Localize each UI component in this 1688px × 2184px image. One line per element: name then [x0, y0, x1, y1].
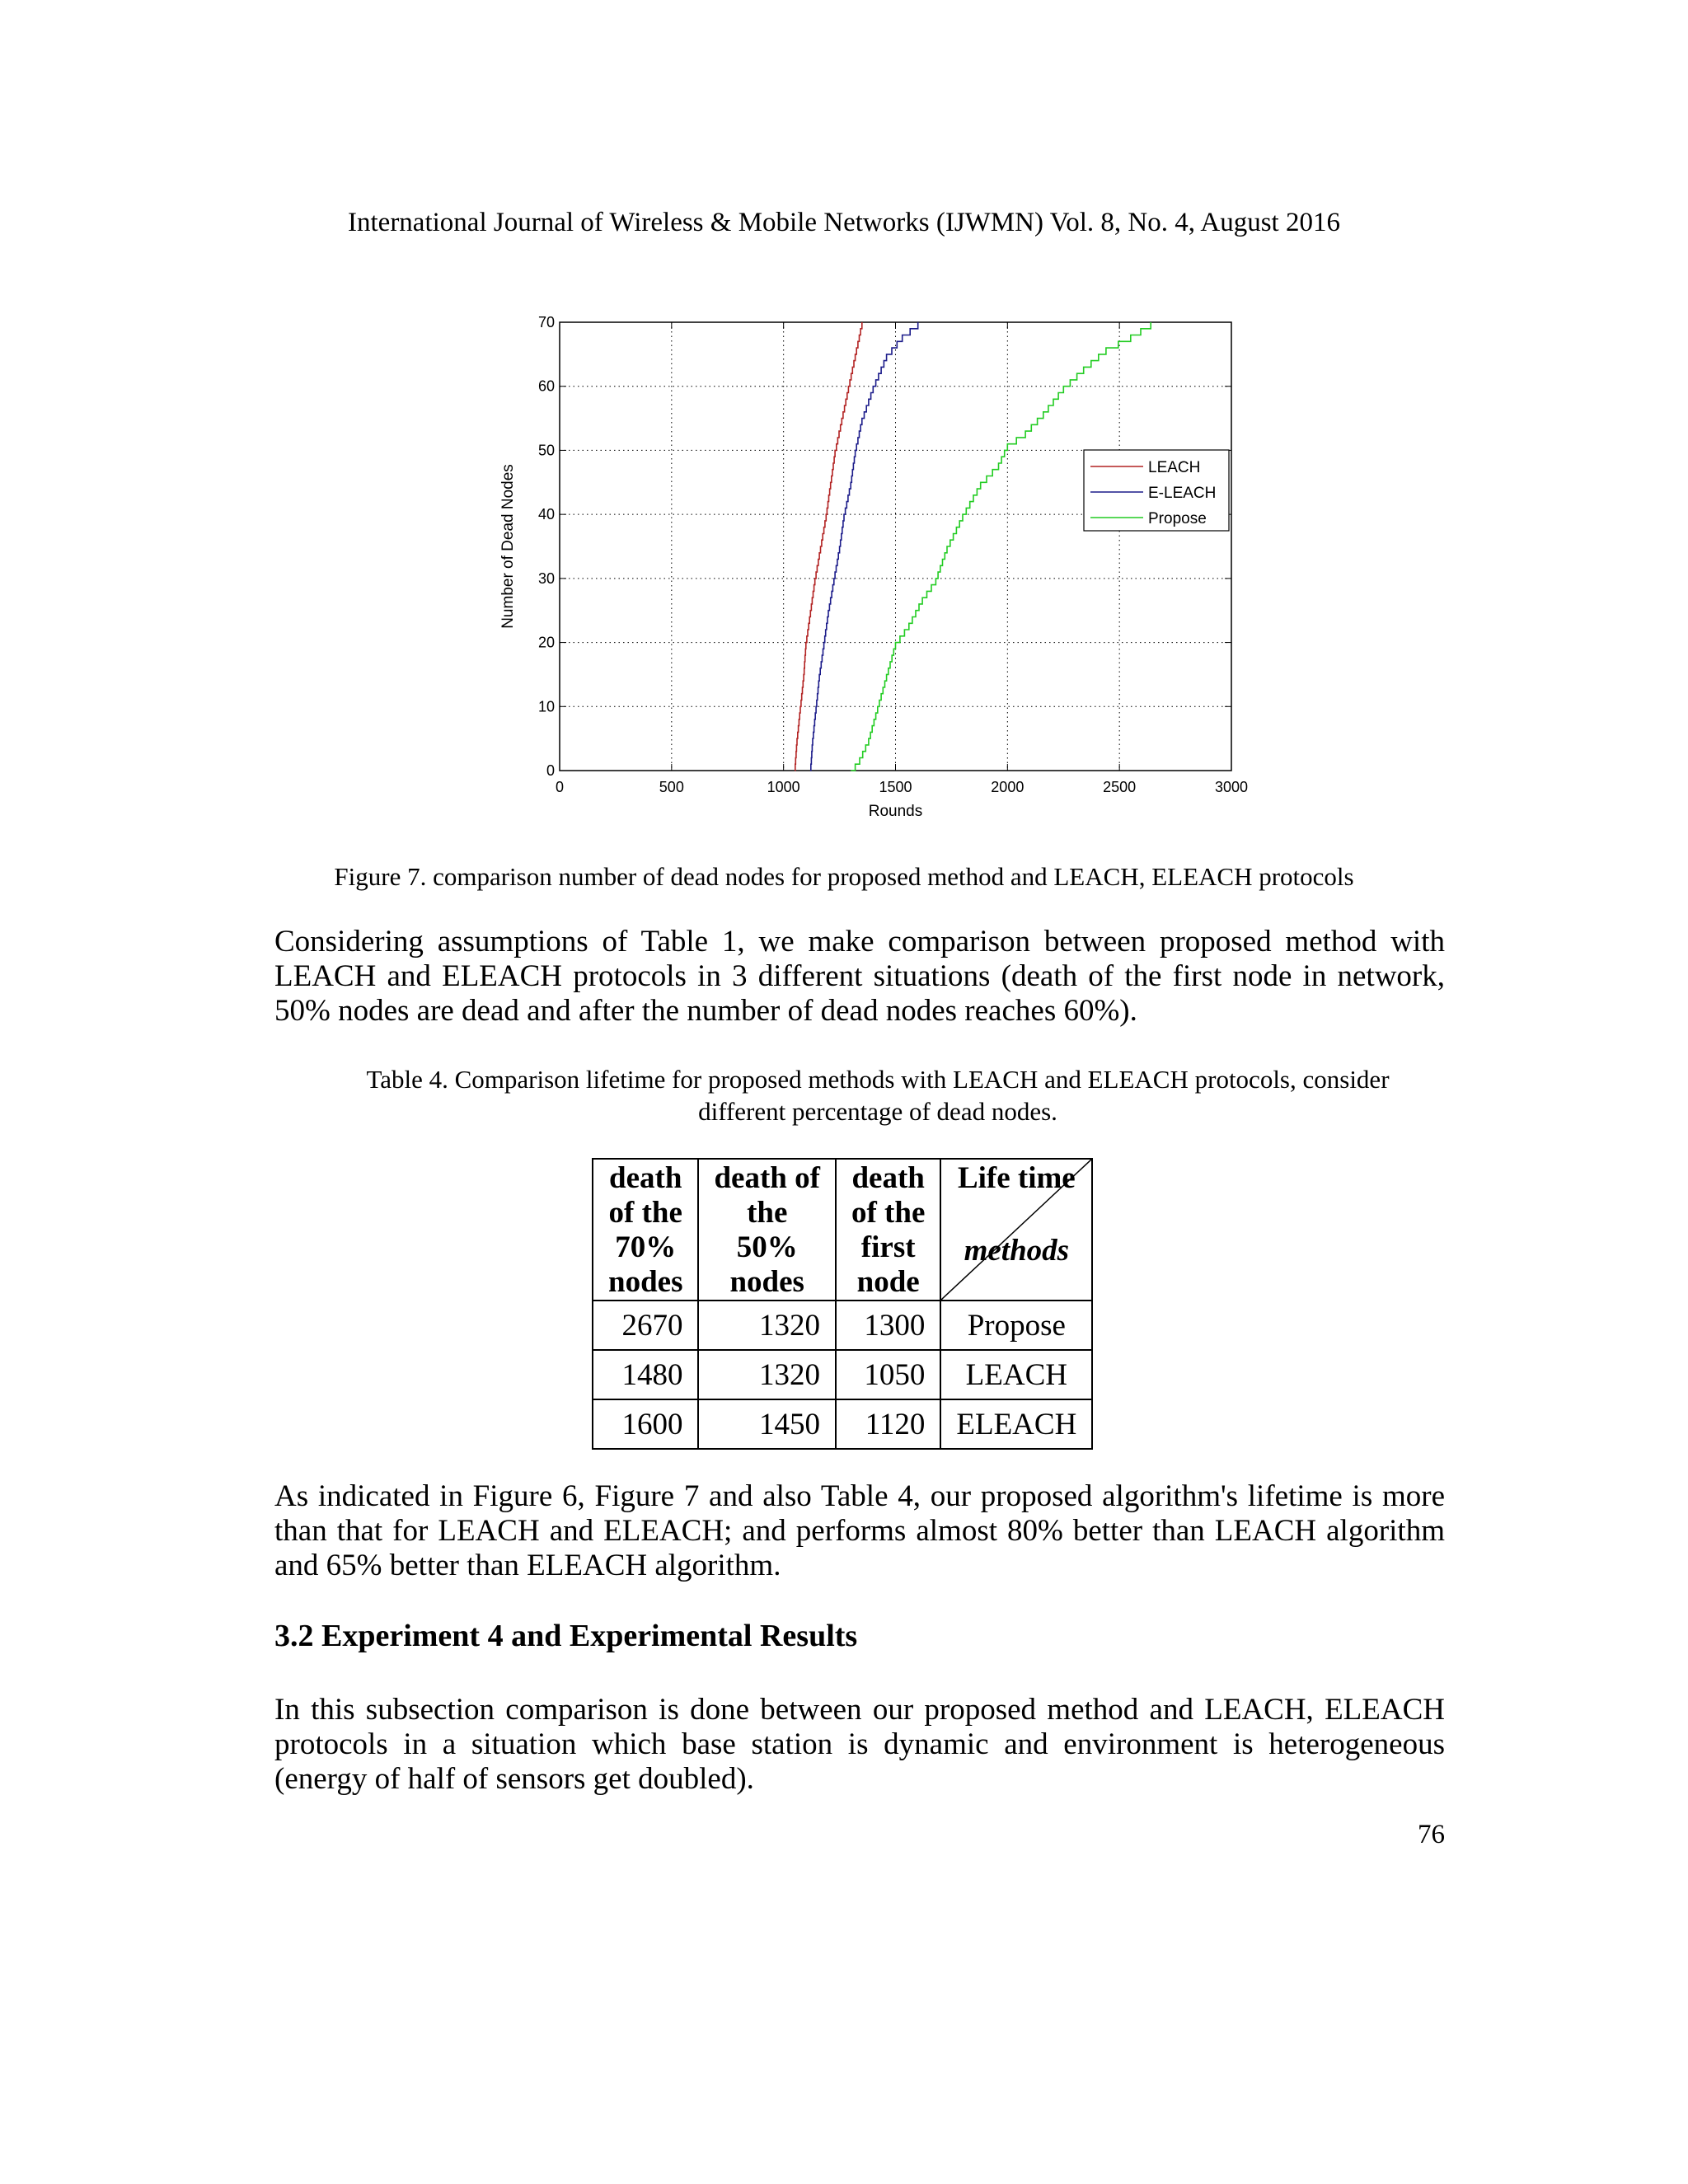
dead-nodes-chart	[495, 309, 1269, 837]
table-cell: 1450	[698, 1399, 835, 1449]
lifetime-table	[592, 1158, 1093, 1450]
header-text: death	[609, 1161, 682, 1195]
header-text: nodes	[608, 1265, 683, 1299]
paragraph-comparison-intro: Considering assumptions of Table 1, we make comparison between proposed method with LEACH and ELEACH protocols in 3 different situations (death of the first node in network, 50% nodes are dead and after the number of dead nodes reaches 60%).	[274, 925, 1445, 1028]
section-heading: 3.2 Experiment 4 and Experimental Results	[274, 1619, 858, 1653]
corner-life-time: Life time	[957, 1161, 1076, 1195]
header-death-first	[836, 1159, 940, 1301]
table-cell: 1300	[836, 1301, 940, 1350]
header-death-50	[698, 1159, 835, 1301]
table-cell: 1120	[836, 1399, 940, 1449]
table-cell-method: LEACH	[940, 1350, 1092, 1399]
y-tick-label: 0	[546, 762, 555, 779]
y-tick-label: 70	[537, 314, 555, 330]
table-cell: 1600	[593, 1399, 698, 1449]
figure-caption: Figure 7. comparison number of dead nodes for proposed method and LEACH, ELEACH protocols	[334, 862, 1354, 891]
table-caption-line-1: Table 4. Comparison lifetime for proposed methods with LEACH and ELEACH protocols, consider	[366, 1065, 1390, 1094]
chart-svg	[495, 309, 1269, 837]
table-header-row	[593, 1159, 1092, 1301]
header-text: death of	[714, 1161, 820, 1195]
x-axis-label: Rounds	[868, 803, 923, 820]
legend-label-leach: LEACH	[1148, 459, 1201, 476]
table-cell: 1320	[698, 1301, 835, 1350]
x-tick-label: 0	[555, 779, 565, 795]
x-tick-label: 1500	[879, 779, 912, 795]
legend-label-propose: Propose	[1148, 510, 1207, 527]
table-caption	[330, 1063, 1426, 1127]
header-text: nodes	[729, 1265, 804, 1299]
header-corner-diagonal	[940, 1159, 1092, 1301]
x-tick-label: 500	[659, 779, 684, 795]
table-row	[593, 1350, 1092, 1399]
table-cell-method: ELEACH	[940, 1399, 1092, 1449]
header-text: 70%	[615, 1230, 677, 1264]
y-tick-label: 40	[537, 506, 555, 523]
paragraph-results-summary: As indicated in Figure 6, Figure 7 and also Table 4, our proposed algorithm's lifetime is more than that for LEACH and ELEACH; and performs almost 80% better than LEACH algorithm and 65% better than ELEACH algorithm.	[274, 1479, 1445, 1582]
table-cell: 2670	[593, 1301, 698, 1350]
header-text: node	[856, 1265, 920, 1299]
x-tick-label: 2000	[991, 779, 1025, 795]
header-text: death	[851, 1161, 925, 1195]
y-tick-label: 60	[537, 377, 555, 395]
table-cell: 1480	[593, 1350, 698, 1399]
y-tick-label: 30	[537, 569, 555, 587]
header-text: of the	[608, 1196, 682, 1230]
corner-methods: methods	[964, 1234, 1070, 1268]
table-cell: 1320	[698, 1350, 835, 1399]
x-tick-label: 1000	[767, 779, 800, 795]
x-tick-label: 2500	[1103, 779, 1137, 795]
paragraph-experiment-4: In this subsection comparison is done between our proposed method and LEACH, ELEACH protocols in a situation which base station is dynamic and environment is heterogeneous (energy of half of sensors get doubled).	[274, 1693, 1445, 1796]
header-death-70	[593, 1159, 698, 1301]
y-tick-label: 50	[537, 442, 555, 459]
y-tick-label: 20	[537, 634, 555, 651]
y-axis-label: Number of Dead Nodes	[499, 464, 517, 629]
header-text: 50%	[736, 1230, 798, 1264]
table-caption-line-2: different percentage of dead nodes.	[698, 1097, 1057, 1126]
header-text: of the	[851, 1196, 926, 1230]
page-number: 76	[1418, 1820, 1445, 1849]
x-tick-label: 3000	[1214, 779, 1249, 795]
running-header: International Journal of Wireless & Mobile Networks (IJWMN) Vol. 8, No. 4, August 2016	[348, 208, 1340, 237]
table-cell: 1050	[836, 1350, 940, 1399]
y-tick-label: 10	[537, 698, 555, 715]
header-text: first	[860, 1230, 916, 1264]
table-cell-method: Propose	[940, 1301, 1092, 1350]
legend-label-e-leach: E-LEACH	[1148, 485, 1217, 502]
table-row	[593, 1301, 1092, 1350]
header-text: the	[747, 1196, 788, 1230]
table-row	[593, 1399, 1092, 1449]
